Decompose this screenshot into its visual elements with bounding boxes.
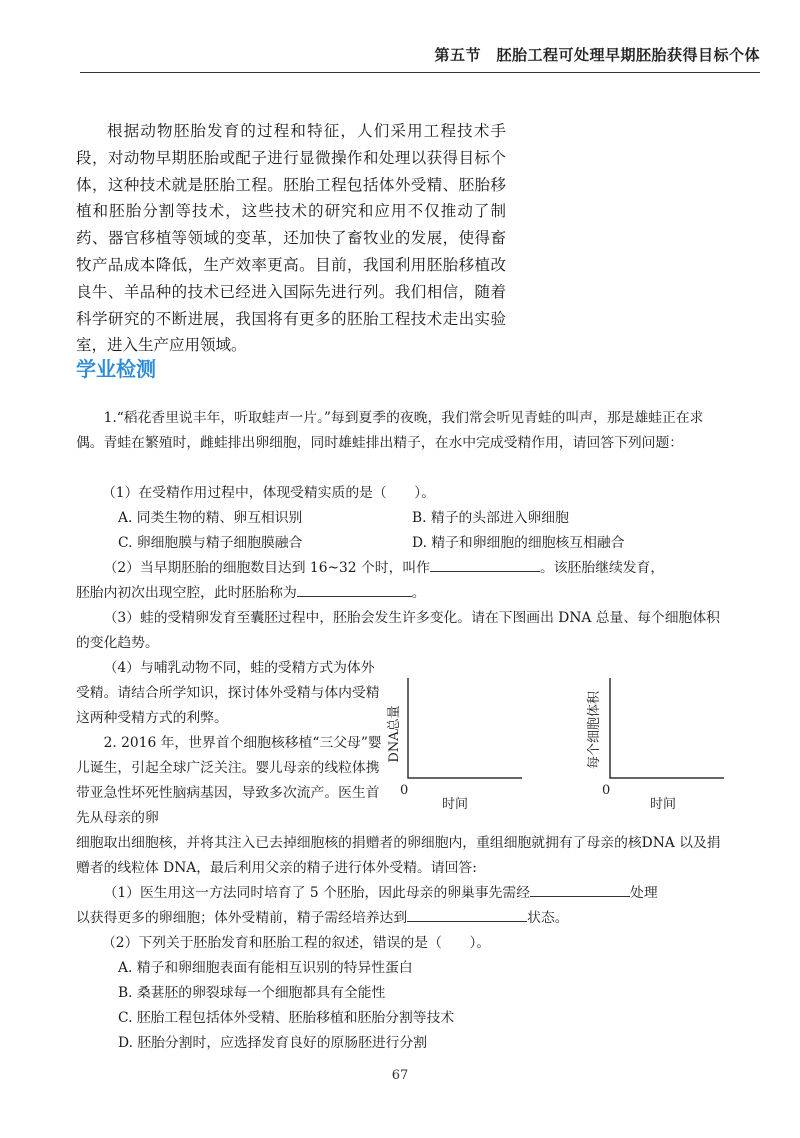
q1-sub2: [76, 556, 726, 606]
q2-sub1-text-a: （1）医生用这一方法同时培育了 5 个胚胎，因此母亲的卵巢事先需经: [103, 885, 531, 901]
q2-option-d: D. 胚胎分割时，应选择发育良好的原肠胚进行分割: [118, 1035, 428, 1051]
q2-sub1-blank-1[interactable]: [530, 881, 630, 897]
cell-volume-graph-xlabel: 时间: [650, 797, 677, 812]
q1-sub2-blank-1[interactable]: [430, 556, 540, 572]
q1-sub4: （4）与哺乳动物不同，蛙的受精方式为体外受精。请结合所学知识，探讨体外受精与体内受精这两种受精方式的利弊。: [76, 660, 380, 726]
q2-option-c: C. 胚胎工程包括体外受精、胚胎移植和胚胎分割等技术: [118, 1010, 455, 1026]
cell-volume-graph-origin: 0: [602, 783, 611, 798]
dna-graph-axes: [408, 678, 522, 778]
page-number: 67: [391, 1068, 409, 1083]
cell-volume-graph-ylabel: 每个细胞体积: [587, 690, 602, 770]
q2-sub1-text-b: 处理: [630, 885, 658, 901]
q1-option-a: A. 同类生物的精、卵互相识别: [118, 510, 303, 526]
running-header: 第五节 胚胎工程可处理早期胚胎获得目标个体: [434, 46, 760, 64]
q2-sub1-text-d: 状态。: [527, 910, 569, 926]
q1-option-c: C. 卵细胞膜与精子细胞膜融合: [118, 535, 303, 551]
q2-stem-a: 2. 2016 年，世界首个细胞核移植“三父母”婴儿诞生，引起全球广泛关注。婴儿母亲的线粒体携带亚急性坏死性脑病基因，导致多次流产。医生首先从母亲的卵: [76, 735, 382, 826]
q2-sub1-blank-2[interactable]: [407, 906, 527, 922]
q1-stem: 1.“稻花香里说丰年，听取蛙声一片。”每到夏季的夜晚，我们常会听见青蛙的叫声，那是雄蛙正在求偶。青蛙在繁殖时，雌蛙排出卵细胞，同时雄蛙排出精子，在水中完成受精作用，请回答下列问题：: [76, 410, 704, 451]
dna-graph[interactable]: [387, 678, 522, 812]
q1-sub2-text-c: 胚胎内初次出现空腔，此时胚胎称为: [76, 585, 297, 601]
answer-graphs: [380, 660, 730, 820]
q2-sub1: [76, 881, 726, 931]
q2-option-a: A. 精子和卵细胞表面有能相互识别的特异性蛋白: [118, 960, 413, 976]
q1-option-d: D. 精子和卵细胞的细胞核互相融合: [412, 535, 625, 551]
q1-sub1: （1）在受精作用过程中，体现受精实质的是（ ）。: [102, 485, 436, 501]
q1-option-b: B. 精子的头部进入卵细胞: [412, 510, 569, 526]
q1-sub2-text-d: 。: [411, 585, 426, 601]
cell-volume-graph[interactable]: [586, 678, 724, 812]
intro-paragraph: 根据动物胚胎发育的过程和特征，人们采用工程技术手段，对动物早期胚胎或配子进行显微操作和处理以获得目标个体，这种技术就是胚胎工程。胚胎工程包括体外受精、胚胎移植和胚胎分割等技术，这些技术的研究和应用不仅推动了制药、器官移植等领域的变革，还加快了畜牧业的发展，使得畜牧产品成本降低，生产效率更高。目前，我国利用胚胎移植改良牛、羊品种的技术已经进入国际先进行列。我们相信，随着科学研究的不断进展，我国将有更多的胚胎工程技术走出实验室，进入生产应用领域。: [76, 122, 506, 355]
header-rule: [80, 72, 760, 73]
q1-sub2-text-b: 。该胚胎继续发育，: [539, 560, 665, 576]
q2-sub2: （2）下列关于胚胎发育和胚胎工程的叙述，错误的是（ ）。: [102, 935, 491, 951]
q2-stem-b: 细胞取出细胞核，并将其注入已去掉细胞核的捐赠者的卵细胞内，重组细胞就拥有了母亲的核DNA 以及捐赠者的线粒体 DNA，最后利用父亲的精子进行体外受精。请回答:: [76, 835, 721, 876]
cell-volume-graph-axes: [610, 678, 724, 778]
dna-graph-origin: 0: [400, 783, 409, 798]
q2-sub1-text-c: 以获得更多的卵细胞；体外受精前，精子需经培养达到: [76, 910, 408, 926]
dna-graph-ylabel: DNA总量: [387, 705, 402, 763]
q1-sub2-blank-2[interactable]: [297, 581, 412, 597]
q1-sub3: （3）蛙的受精卵发育至囊胚过程中，胚胎会发生许多变化。请在下图画出 DNA 总量、每个细胞体积的变化趋势。: [76, 610, 720, 651]
q2-option-b: B. 桑葚胚的卵裂球每一个细胞都具有全能性: [118, 985, 386, 1001]
q1-sub2-text-a: （2）当早期胚胎的细胞数目达到 16~32 个时，叫作: [103, 560, 430, 576]
dna-graph-xlabel: 时间: [442, 797, 469, 812]
section-title: 学业检测: [76, 357, 156, 381]
